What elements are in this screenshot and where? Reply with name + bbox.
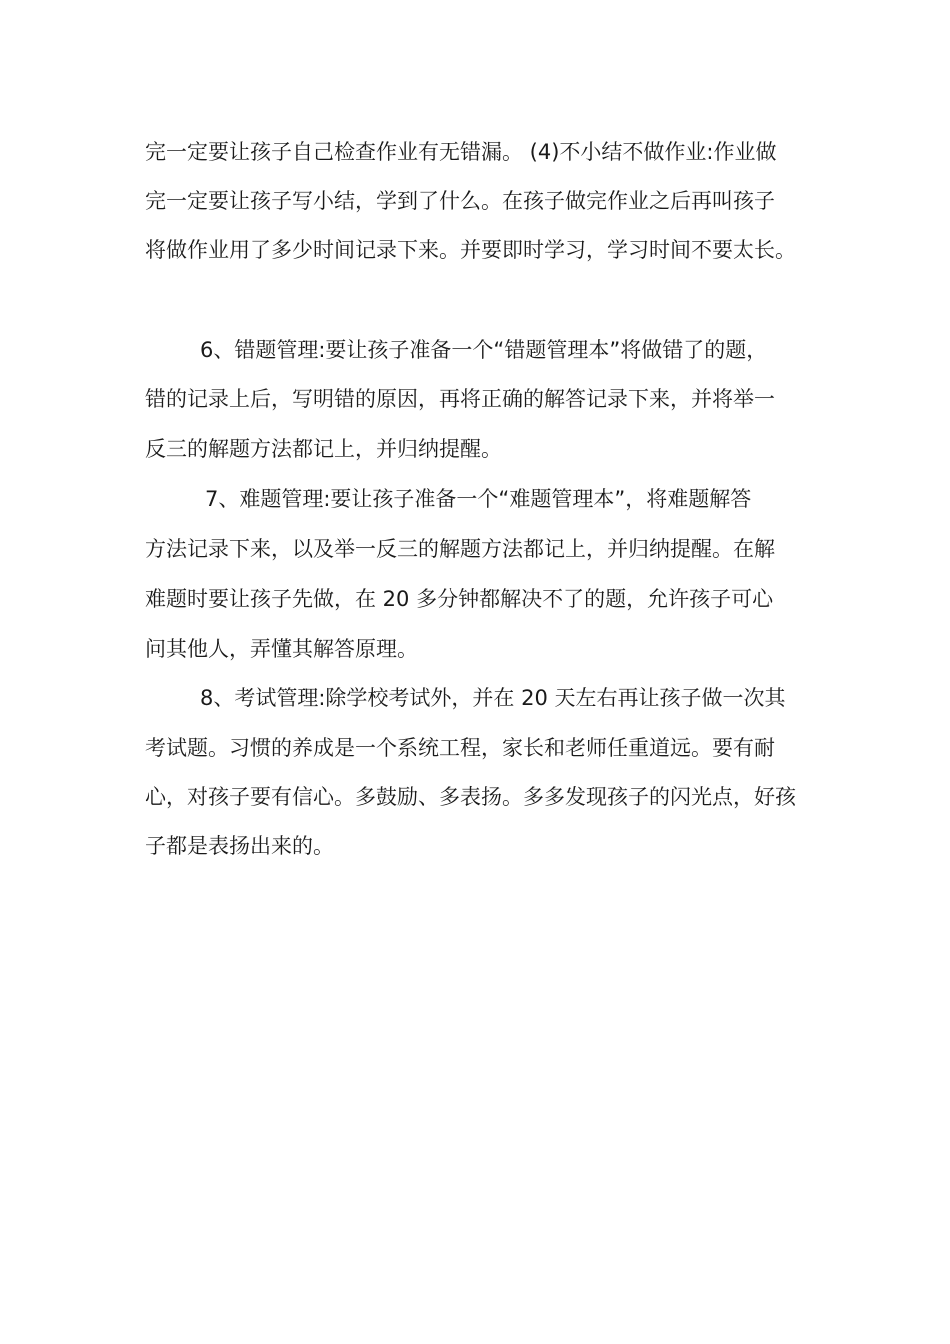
text-line: 问其他人，弄懂其解答原理。 (145, 637, 418, 661)
text-line: 完一定要让孩子写小结，学到了什么。在孩子做完作业之后再叫孩子 (145, 189, 775, 213)
text-line: 方法记录下来，以及举一反三的解题方法都记上，并归纳提醒。在解 (145, 537, 775, 561)
text-line: 完一定要让孩子自己检查作业有无错漏。 (4)不小结不做作业:作业做 (145, 140, 777, 164)
section-8-heading-line: 8、考试管理:除学校考试外，并在 20 天左右再让孩子做一次其 (200, 686, 786, 710)
section-7-heading-line: 7、难题管理:要让孩子准备一个“难题管理本”，将难题解答 (205, 487, 752, 511)
text-line: 子都是表扬出来的。 (145, 834, 334, 858)
text-line: 反三的解题方法都记上，并归纳提醒。 (145, 437, 502, 461)
text-line: 考试题。习惯的养成是一个系统工程，家长和老师任重道远。要有耐 (145, 736, 775, 760)
text-line: 心，对孩子要有信心。多鼓励、多表扬。多多发现孩子的闪光点，好孩 (145, 785, 796, 809)
text-line: 难题时要让孩子先做，在 20 多分钟都解决不了的题，允许孩子可心 (145, 587, 774, 611)
section-6-heading-line: 6、错题管理:要让孩子准备一个“错题管理本”将做错了的题， (200, 338, 768, 362)
text-line: 错的记录上后，写明错的原因，再将正确的解答记录下来，并将举一 (145, 387, 775, 411)
text-line: 将做作业用了多少时间记录下来。并要即时学习，学习时间不要太长。 (145, 238, 796, 262)
